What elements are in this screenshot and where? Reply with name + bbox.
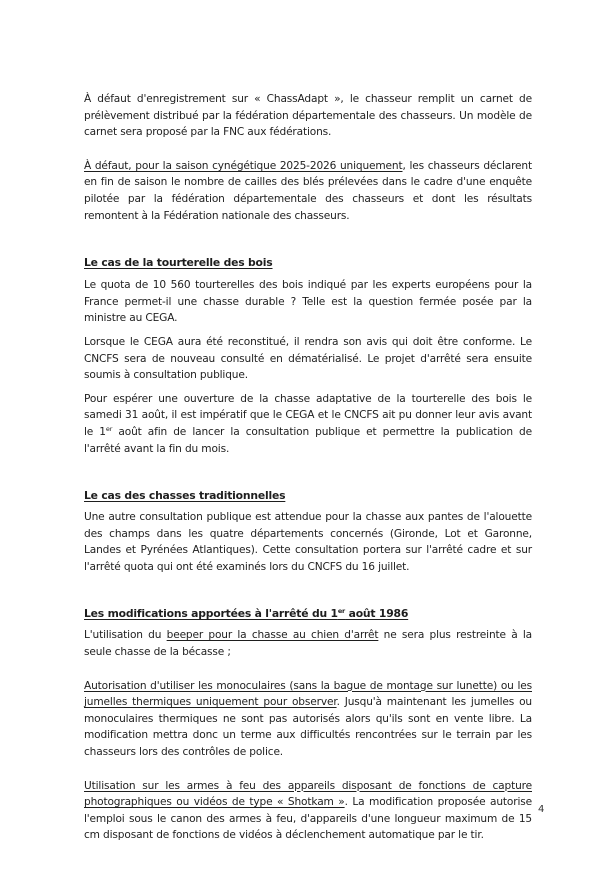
- section-heading-traditionnelles: Le cas des chasses traditionnelles: [84, 489, 286, 503]
- page-number: 4: [538, 804, 545, 815]
- underlined-text: Autorisation d'utiliser les monoculaires (sans la bague de montage sur lunette) ou les jumelles thermiques uniquement pour observer: [84, 679, 532, 709]
- paragraph-beeper: [84, 627, 532, 660]
- paragraph-text: Pour espérer une ouverture de la chasse adaptative de la tourterelle des bois le samedi 31 août, il est impératif que le CEGA et le CNCFS ait pu donner leur avis avant le 1: [84, 392, 532, 438]
- paragraph-text: L'utilisation du: [84, 629, 167, 642]
- paragraph-alouette: Une autre consultation publique est attendue pour la chasse aux pantes de l'alouette des champs dans les quatre départements concernés (Gironde, Lot et Garonne, Landes et Pyrénées Atlantiques). Cette consultation portera sur l'arrêté cadre et sur l'arrêté quota qui ont été examinés lors du CNCFS du 16 juillet.: [84, 511, 532, 573]
- paragraph-text: , les chasseurs déclarent en fin de saison le nombre de cailles des blés prélevées dans le cadre d'une enquête pilotée par la fédération départementale des chasseurs et dont les résultats remontent à la Fédération nationale des chasseurs.: [84, 159, 532, 222]
- superscript: er: [337, 607, 346, 616]
- document-page: [84, 91, 532, 844]
- paragraph-text: août afin de lancer la consultation publique et permettre la publication de l'arrêté avant la fin du mois.: [84, 425, 532, 455]
- heading-text: Les modifications apportées à l'arrêté du 1: [84, 607, 338, 621]
- section-heading-modifications: [84, 606, 532, 622]
- paragraph-ouverture: [84, 391, 532, 457]
- heading-text: août 1986: [345, 607, 409, 621]
- paragraph-text: ne sera plus restreinte à la seule chasse de la bécasse ;: [84, 629, 532, 659]
- paragraph-chassadapt: À défaut d'enregistrement sur « ChassAdapt », le chasseur remplit un carnet de prélèvement distribué par la fédération départementale des chasseurs. Un modèle de carnet sera proposé par la FNC aux fédérations.: [84, 93, 532, 139]
- underlined-text: Utilisation sur les armes à feu des appareils disposant de fonctions de capture photographiques ou vidéos de type « Shotkam »: [84, 779, 532, 809]
- paragraph-monoculaires: [84, 678, 532, 761]
- underlined-text: beeper pour la chasse au chien d'arrêt: [166, 629, 379, 642]
- paragraph-text: . La modification proposée autorise l'emploi sous le canon des armes à feu, d'appareils d'une longueur maximum de 15 cm disposant de fonctions de vidéos à déclenchement automatique par le tir.: [84, 796, 532, 842]
- paragraph-cega: Lorsque le CEGA aura été reconstitué, il rendra son avis qui doit être conforme. Le CNCFS sera de nouveau consulté en dématérialisé. Le projet d'arrêté sera ensuite soumis à consultation publique.: [84, 335, 532, 382]
- paragraph-text: . Jusqu'à maintenant les jumelles ou monoculaires thermiques ne sont pas autorisés alors qu'ils sont en vente libre. La modification mettra donc un terme aux difficultés rencontrées sur le terrain par les chasseurs lors des contrôles de police.: [84, 696, 532, 759]
- superscript: er: [105, 424, 113, 433]
- underlined-text: À défaut, pour la saison cynégétique 2025-2026 uniquement: [84, 159, 403, 172]
- paragraph-quota: Le quota de 10 560 tourterelles des bois indiqué par les experts européens pour la France permet-il une chasse durable ? Telle est la question fermée posée par la ministre au CEGA.: [84, 279, 532, 325]
- paragraph-shotkam: [84, 778, 532, 844]
- paragraph-cailles: [84, 158, 532, 224]
- section-heading-tourterelle: Le cas de la tourterelle des bois: [84, 256, 273, 270]
